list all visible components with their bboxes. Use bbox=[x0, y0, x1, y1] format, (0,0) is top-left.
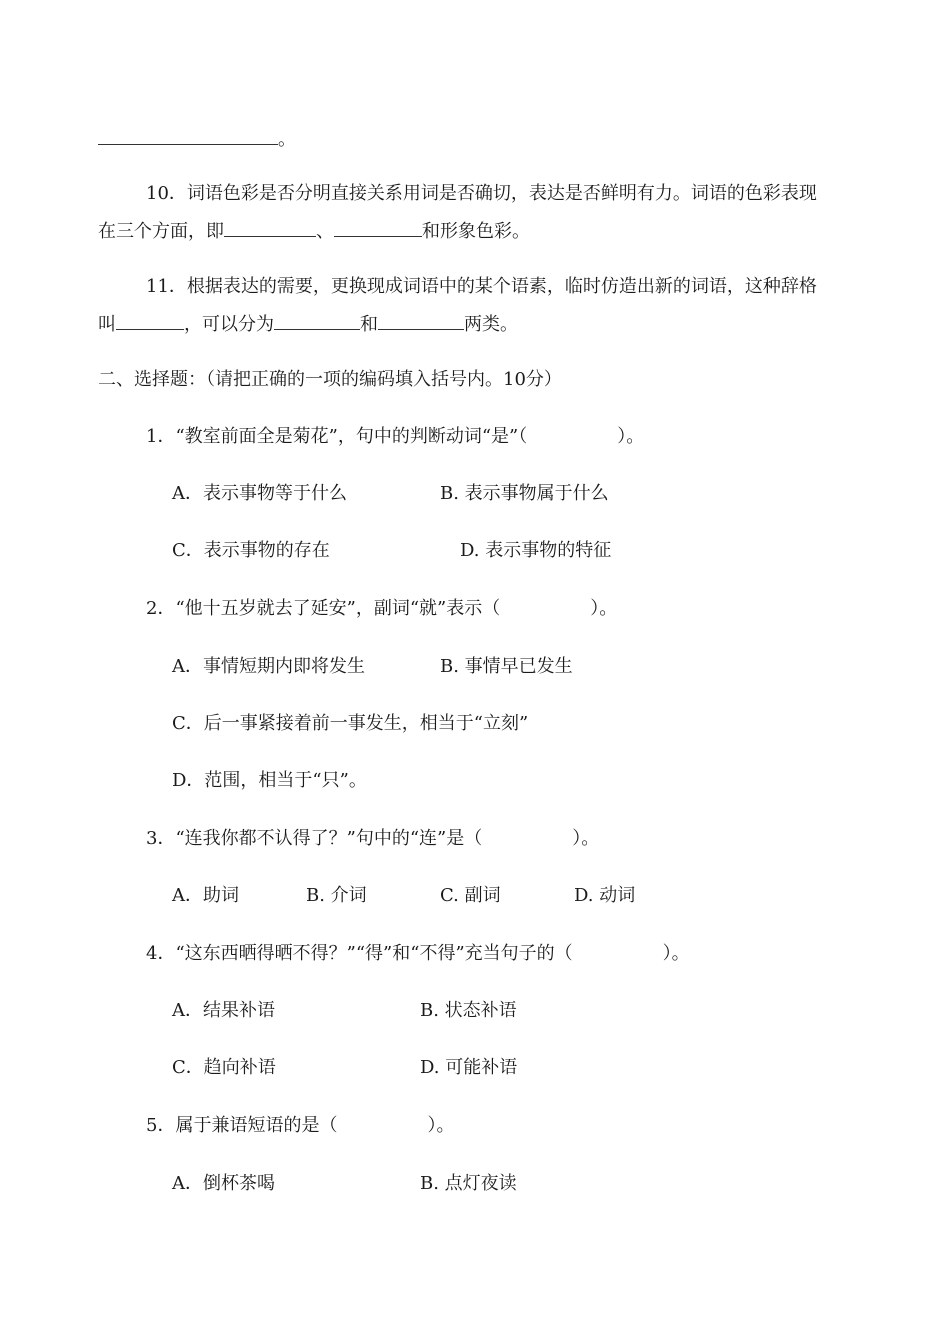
q11-line-1: 11．根据表达的需要，更换现成词语中的某个语素，临时仿造出新的词语，这种辞格 bbox=[146, 276, 817, 297]
option-b: B. 状态补语 bbox=[420, 1000, 517, 1021]
section-heading: 二、选择题：（请把正确的一项的编码填入括号内。10分） bbox=[98, 369, 562, 390]
option-c: C．表示事物的存在 bbox=[172, 540, 330, 561]
option-d: D. 表示事物的特征 bbox=[460, 540, 612, 561]
q10-text: 在三个方面，即 bbox=[98, 221, 224, 242]
option-a: A．倒杯茶喝 bbox=[172, 1173, 275, 1194]
q10-line-2 bbox=[98, 218, 530, 244]
q11-text: 叫 bbox=[98, 314, 116, 335]
option-b: B. 表示事物属于什么 bbox=[440, 483, 609, 504]
option-a: A．表示事物等于什么 bbox=[172, 483, 347, 504]
q11-and: 和 bbox=[360, 314, 378, 335]
answer-blank bbox=[378, 311, 464, 330]
question-stem: 5．属于兼语短语的是（ ）。 bbox=[146, 1115, 455, 1136]
option-b: B. 事情早已发生 bbox=[440, 656, 573, 677]
option-c: C. 副词 bbox=[440, 885, 501, 906]
q11-mid: ，可以分为 bbox=[184, 314, 274, 335]
answer-blank bbox=[116, 311, 184, 330]
answer-blank bbox=[274, 311, 360, 330]
question-stem: 1．“教室前面全是菊花”，句中的判断动词“是”（ ）。 bbox=[146, 426, 645, 447]
question-stem: 2．“他十五岁就去了延安”，副词“就”表示（ ）。 bbox=[146, 598, 618, 619]
question-stem: 4．“这东西晒得晒不得？”“得”和“不得”充当句子的（ ）。 bbox=[146, 943, 690, 964]
q11-tail: 两类。 bbox=[464, 314, 518, 335]
option-c: C．趋向补语 bbox=[172, 1057, 276, 1078]
q11-line-2 bbox=[98, 311, 518, 337]
q10-line-1: 10．词语色彩是否分明直接关系用词是否确切，表达是否鲜明有力。词语的色彩表现 bbox=[146, 183, 817, 204]
option-a: A．助词 bbox=[172, 885, 239, 906]
period: 。 bbox=[278, 129, 296, 150]
option-a: A．事情短期内即将发生 bbox=[172, 656, 365, 677]
question-stem: 3．“连我你都不认得了？”句中的“连”是（ ）。 bbox=[146, 828, 600, 849]
answer-blank bbox=[334, 218, 422, 237]
answer-blank bbox=[224, 218, 316, 237]
option-d: D．范围，相当于“只”。 bbox=[172, 770, 367, 791]
q10-sep: 、 bbox=[316, 221, 334, 242]
answer-blank bbox=[98, 126, 278, 145]
option-d: D. 可能补语 bbox=[420, 1057, 518, 1078]
option-c: C．后一事紧接着前一事发生，相当于“立刻” bbox=[172, 713, 529, 734]
option-b: B. 介词 bbox=[306, 885, 367, 906]
option-b: B. 点灯夜读 bbox=[420, 1173, 517, 1194]
q10-tail: 和形象色彩。 bbox=[422, 221, 530, 242]
option-a: A．结果补语 bbox=[172, 1000, 275, 1021]
option-d: D. 动词 bbox=[574, 885, 636, 906]
continuation-line bbox=[98, 126, 296, 152]
